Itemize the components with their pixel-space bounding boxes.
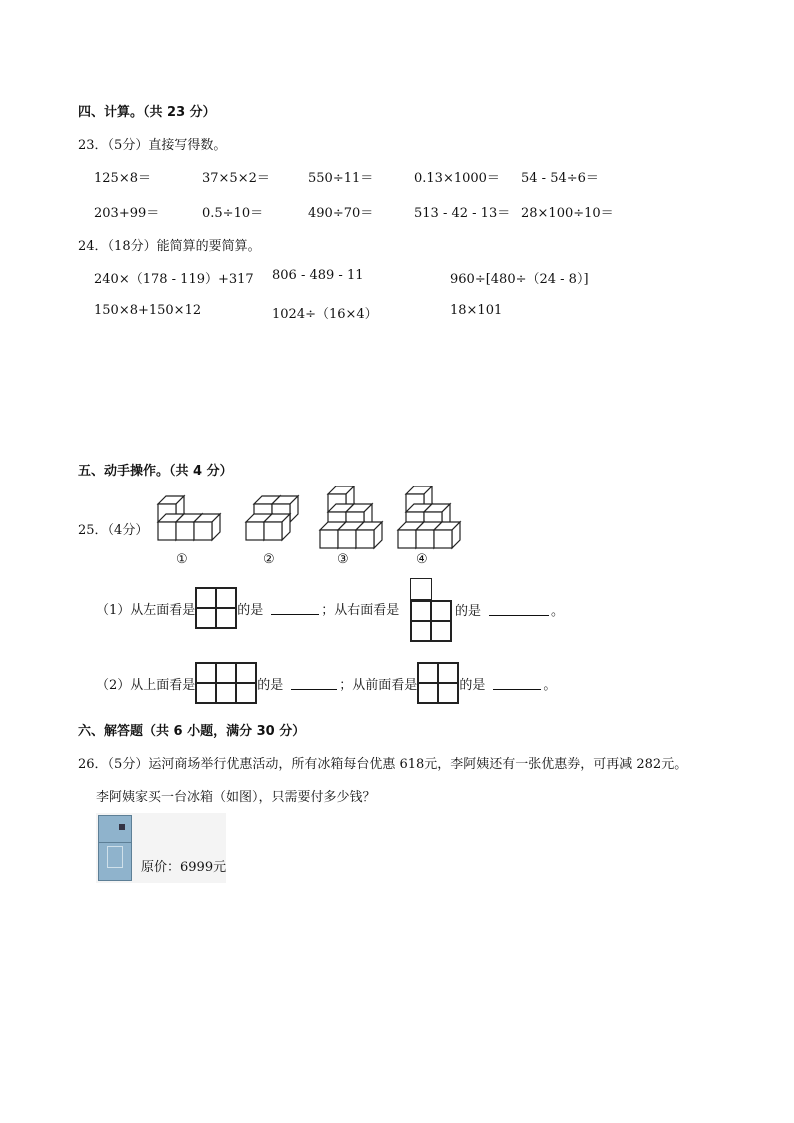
figure-1-cubes xyxy=(158,496,220,540)
q23-r1-4: 0.13×1000＝ xyxy=(414,171,500,186)
answer-blank-4[interactable] xyxy=(493,677,541,690)
q25-p1-left-label: （1）从左面看是 xyxy=(96,602,196,618)
figure-4-cubes xyxy=(398,486,460,548)
q24-r2-1: 150×8+150×12 xyxy=(94,303,202,318)
fridge-price: 原价：6999元 xyxy=(141,860,227,875)
q25-p2-period: 。 xyxy=(543,677,557,693)
q25-p2-front-label: ；从前面看是 xyxy=(339,677,418,693)
q23-r2-4: 513 - 42 - 13＝ xyxy=(414,206,511,221)
section-5-title: 五、动手操作。（共 4 分） xyxy=(78,464,233,479)
answer-blank-2[interactable] xyxy=(489,603,549,616)
q23-r2-1: 203+99＝ xyxy=(94,206,160,221)
q25-number: 25．（4分） xyxy=(78,523,149,538)
q23-title: 23．（5分）直接写得数。 xyxy=(78,138,227,153)
q24-r2-2: 1024÷（16×4） xyxy=(272,307,378,322)
q24-r1-3: 960÷[480÷（24 - 8）] xyxy=(450,272,589,287)
q23-r1-5: 54 - 54÷6＝ xyxy=(521,171,599,186)
view-shape-right xyxy=(410,578,452,642)
q24-r1-1: 240×（178 - 119）+317 xyxy=(94,272,254,287)
q25-p1-period: 。 xyxy=(551,604,565,619)
section-6-title: 六、解答题（共 6 小题，满分 30 分） xyxy=(78,724,306,739)
q23-r2-3: 490÷70＝ xyxy=(308,206,374,221)
q23-r2-5: 28×100÷10＝ xyxy=(521,206,614,221)
section-4-title: 四、计算。（共 23 分） xyxy=(78,105,216,120)
figure-label-3: ③ xyxy=(337,552,349,567)
q26-line2: 李阿姨家买一台冰箱（如图），只需要付多少钱？ xyxy=(96,790,376,805)
q25-p2-is-2: 的是 xyxy=(459,677,486,693)
q24-r1-2: 806 - 489 - 11 xyxy=(272,268,364,283)
figure-2-cubes xyxy=(246,496,298,540)
q24-title: 24．（18分）能简算的要简算。 xyxy=(78,239,261,254)
q25-p2-is: 的是 xyxy=(257,677,284,693)
q23-r1-1: 125×8＝ xyxy=(94,171,151,186)
view-shape-1x2 xyxy=(195,587,237,629)
view-shape-front xyxy=(417,662,459,704)
figure-label-4: ④ xyxy=(416,552,428,567)
fridge-icon xyxy=(98,815,132,881)
q26-line1: 26．（5分）运河商场举行优惠活动，所有冰箱每台优惠 618元，李阿姨还有一张优惠券，可再减 282元。 xyxy=(78,757,688,772)
q25-p2-top-label: （2）从上面看是 xyxy=(96,677,196,693)
figure-label-1: ① xyxy=(176,552,188,567)
q25-part1 xyxy=(96,585,399,631)
q25-part2 xyxy=(96,660,556,706)
q25-p1-end xyxy=(455,600,564,619)
view-shape-2x3 xyxy=(195,662,257,704)
q25-p1-right-label: ；从右面看是 xyxy=(321,602,400,618)
answer-blank-3[interactable] xyxy=(291,677,337,690)
q23-r1-3: 550÷11＝ xyxy=(308,171,374,186)
figure-label-2: ② xyxy=(263,552,275,567)
q23-r1-2: 37×5×2＝ xyxy=(202,171,270,186)
answer-blank-1[interactable] xyxy=(271,602,319,615)
q25-p1-is-2: 的是 xyxy=(455,604,482,619)
q23-r2-2: 0.5÷10＝ xyxy=(202,206,264,221)
figure-3-cubes xyxy=(320,486,382,548)
q25-p1-is: 的是 xyxy=(237,602,264,618)
q24-r2-3: 18×101 xyxy=(450,303,503,318)
